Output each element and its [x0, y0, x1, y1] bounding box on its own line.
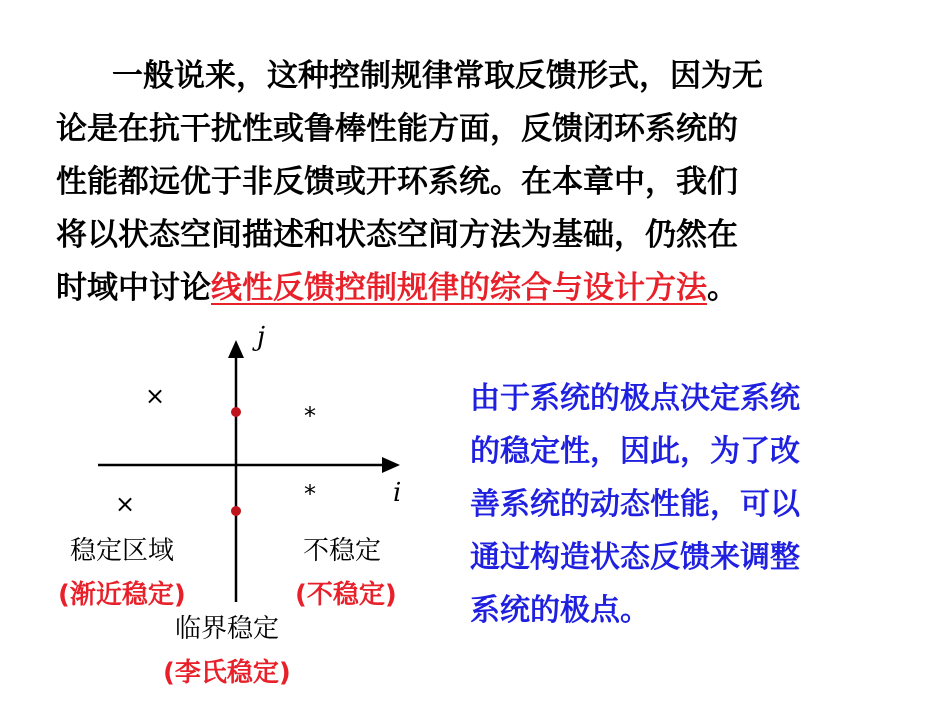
- side-note-line-3: 善系统的动态性能，可以: [470, 487, 800, 522]
- axis-label-i: i: [393, 478, 402, 508]
- side-note: [470, 372, 890, 637]
- paragraph-line-1: 一般说来，这种控制规律常取反馈形式，因为无: [112, 58, 763, 94]
- paragraph-line-5-suffix: 。: [707, 270, 738, 306]
- critical-label: 临界稳定: [175, 614, 280, 644]
- unstable-pole-mark-upper: *: [304, 402, 316, 430]
- critical-note: (李氏稳定): [163, 658, 291, 688]
- paragraph-line-5-prefix: 时域中讨论: [56, 270, 211, 306]
- pole-dot-upper: [231, 407, 241, 417]
- unstable-region-label: 不稳定: [303, 536, 382, 566]
- pole-dot-lower: [231, 506, 241, 516]
- real-axis-arrow: [382, 457, 400, 473]
- unstable-region-note: (不稳定): [295, 580, 397, 610]
- highlighted-topic: 线性反馈控制规律的综合与设计方法: [211, 270, 707, 306]
- side-note-line-1: 由于系统的极点决定系统: [470, 381, 800, 416]
- unstable-pole-mark-lower: *: [304, 480, 316, 508]
- paragraph-line-4: 将以状态空间描述和状态空间方法为基础，仍然在: [56, 217, 738, 253]
- paragraph-line-2: 论是在抗干扰性或鲁棒性能方面，反馈闭环系统的: [56, 111, 738, 147]
- stable-pole-mark-upper: ×: [145, 382, 166, 410]
- side-note-line-4: 通过构造状态反馈来调整: [470, 540, 800, 575]
- paragraph-line-3: 性能都远优于非反馈或开环系统。在本章中，我们: [56, 164, 738, 200]
- stable-region-note: (渐近稳定): [58, 580, 186, 610]
- imaginary-axis-arrow: [228, 340, 244, 358]
- stable-region-label: 稳定区域: [70, 536, 175, 566]
- stable-pole-mark-lower: ×: [115, 490, 136, 518]
- side-note-line-2: 的稳定性，因此，为了改: [470, 434, 800, 469]
- axis-label-j: j: [257, 322, 266, 352]
- side-note-line-5: 系统的极点。: [470, 593, 650, 628]
